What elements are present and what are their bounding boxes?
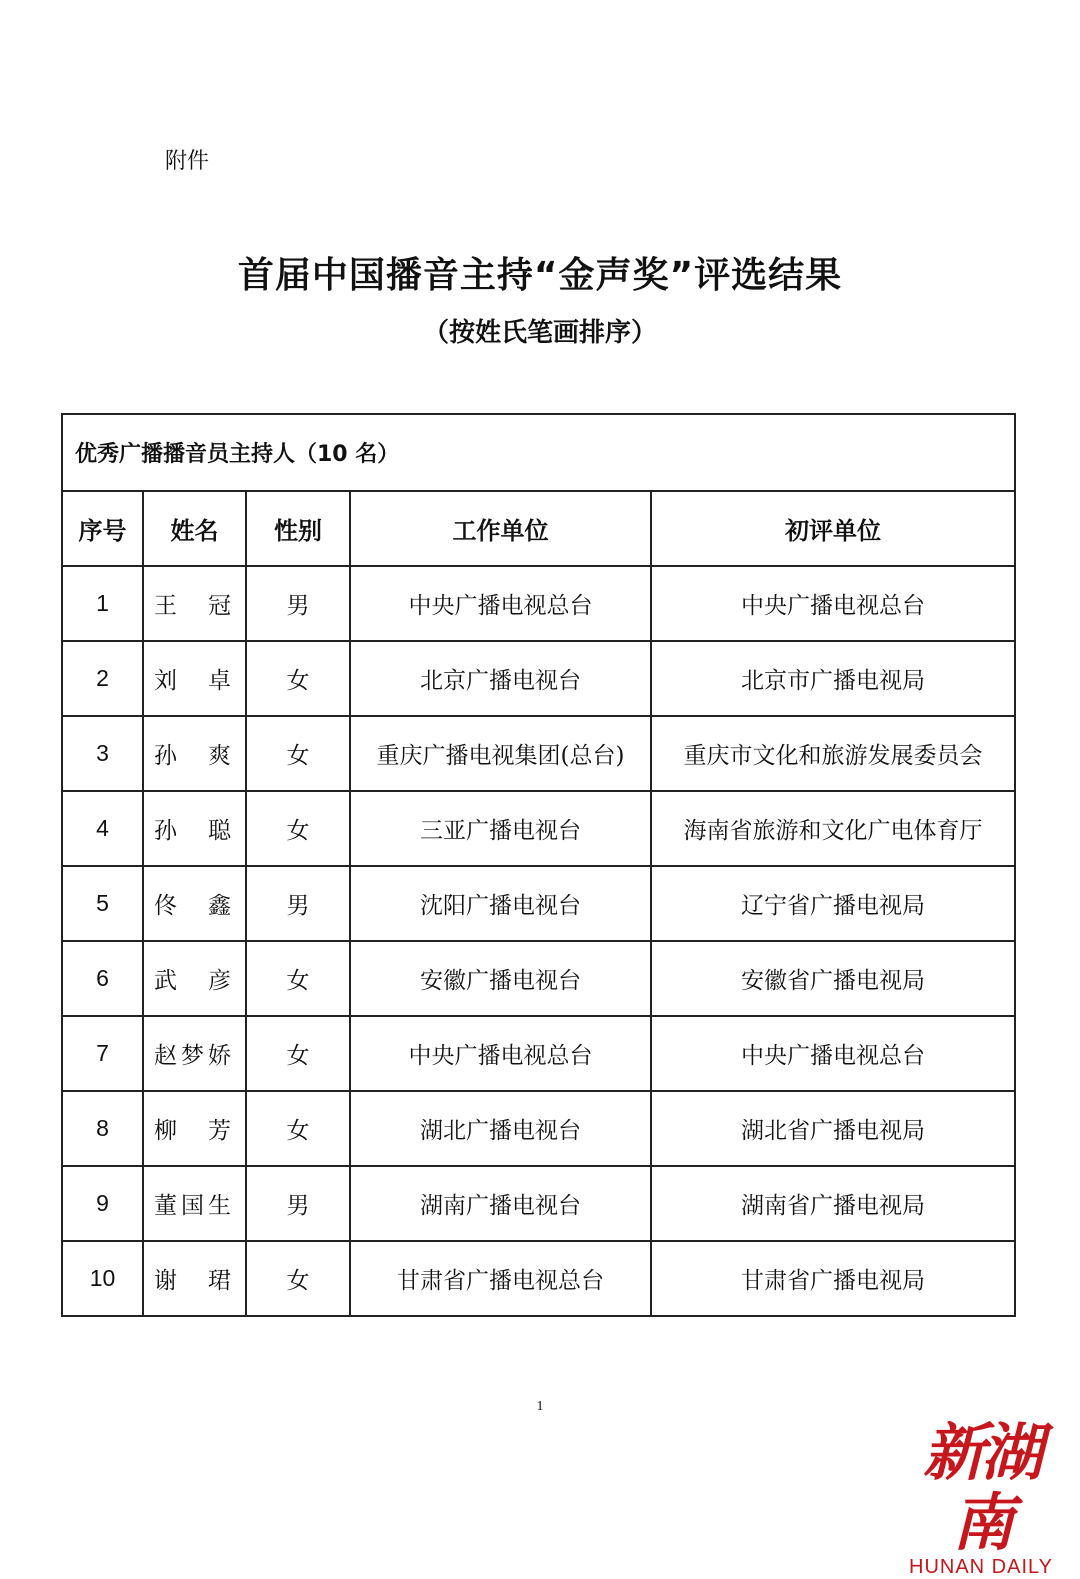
cell-name: 武 彦	[143, 941, 246, 1016]
cell-gender: 男	[246, 566, 350, 641]
cell-gender: 女	[246, 641, 350, 716]
header-review-unit: 初评单位	[651, 491, 1015, 566]
cell-work-unit: 湖南广播电视台	[350, 1166, 651, 1241]
cell-name: 谢 珺	[143, 1241, 246, 1316]
cell-review-unit: 中央广播电视总台	[651, 566, 1015, 641]
hunan-daily-watermark	[896, 1418, 1066, 1579]
cell-no: 6	[62, 941, 143, 1016]
table-row	[62, 566, 1015, 641]
page-title: 首届中国播音主持“金声奖”评选结果	[237, 255, 843, 296]
cell-work-unit: 三亚广播电视台	[350, 791, 651, 866]
cell-no: 9	[62, 1166, 143, 1241]
cell-no: 5	[62, 866, 143, 941]
table-row	[62, 641, 1015, 716]
cell-name: 董国生	[143, 1166, 246, 1241]
cell-gender: 男	[246, 866, 350, 941]
cell-gender: 女	[246, 941, 350, 1016]
table-row	[62, 791, 1015, 866]
cell-work-unit: 中央广播电视总台	[350, 566, 651, 641]
cell-review-unit: 重庆市文化和旅游发展委员会	[651, 716, 1015, 791]
cell-no: 7	[62, 1016, 143, 1091]
cell-work-unit: 沈阳广播电视台	[350, 866, 651, 941]
cell-review-unit: 安徽省广播电视局	[651, 941, 1015, 1016]
cell-gender: 男	[246, 1166, 350, 1241]
table-row	[62, 1091, 1015, 1166]
cell-no: 4	[62, 791, 143, 866]
table-row	[62, 941, 1015, 1016]
cell-no: 1	[62, 566, 143, 641]
header-gender: 性别	[246, 491, 350, 566]
cell-gender: 女	[246, 1241, 350, 1316]
table-row	[62, 1241, 1015, 1316]
cell-review-unit: 中央广播电视总台	[651, 1016, 1015, 1091]
table-body	[62, 566, 1015, 1316]
cell-name: 王 冠	[143, 566, 246, 641]
cell-review-unit: 甘肃省广播电视局	[651, 1241, 1015, 1316]
cell-work-unit: 安徽广播电视台	[350, 941, 651, 1016]
cell-review-unit: 海南省旅游和文化广电体育厅	[651, 791, 1015, 866]
table-row	[62, 1166, 1015, 1241]
cell-name: 刘 卓	[143, 641, 246, 716]
cell-gender: 女	[246, 1091, 350, 1166]
cell-name: 赵梦娇	[143, 1016, 246, 1091]
cell-no: 8	[62, 1091, 143, 1166]
cell-name: 佟 鑫	[143, 866, 246, 941]
cell-work-unit: 北京广播电视台	[350, 641, 651, 716]
results-table	[61, 413, 1016, 1317]
cell-review-unit: 湖南省广播电视局	[651, 1166, 1015, 1241]
cell-work-unit: 重庆广播电视集团(总台)	[350, 716, 651, 791]
watermark-logo-text: 新湖南	[922, 1416, 1039, 1559]
table-header-row	[62, 491, 1015, 566]
page-number: 1	[536, 1399, 544, 1414]
cell-no: 10	[62, 1241, 143, 1316]
header-no: 序号	[62, 491, 143, 566]
cell-work-unit: 甘肃省广播电视总台	[350, 1241, 651, 1316]
watermark-english-text: HUNAN DAILY	[909, 1556, 1053, 1578]
cell-no: 3	[62, 716, 143, 791]
attachment-label: 附件	[165, 149, 210, 174]
cell-name: 孙 聪	[143, 791, 246, 866]
cell-gender: 女	[246, 791, 350, 866]
cell-name: 孙 爽	[143, 716, 246, 791]
table-row	[62, 866, 1015, 941]
cell-work-unit: 湖北广播电视台	[350, 1091, 651, 1166]
cell-no: 2	[62, 641, 143, 716]
page-subtitle: （按姓氏笔画排序）	[422, 318, 657, 348]
table-caption: 优秀广播播音员主持人（10 名）	[62, 414, 1015, 491]
table-row	[62, 1016, 1015, 1091]
cell-review-unit: 北京市广播电视局	[651, 641, 1015, 716]
header-work-unit: 工作单位	[350, 491, 651, 566]
table-row	[62, 716, 1015, 791]
cell-gender: 女	[246, 1016, 350, 1091]
cell-work-unit: 中央广播电视总台	[350, 1016, 651, 1091]
cell-review-unit: 辽宁省广播电视局	[651, 866, 1015, 941]
cell-review-unit: 湖北省广播电视局	[651, 1091, 1015, 1166]
header-name: 姓名	[143, 491, 246, 566]
cell-gender: 女	[246, 716, 350, 791]
cell-name: 柳 芳	[143, 1091, 246, 1166]
table-caption-row	[62, 414, 1015, 491]
